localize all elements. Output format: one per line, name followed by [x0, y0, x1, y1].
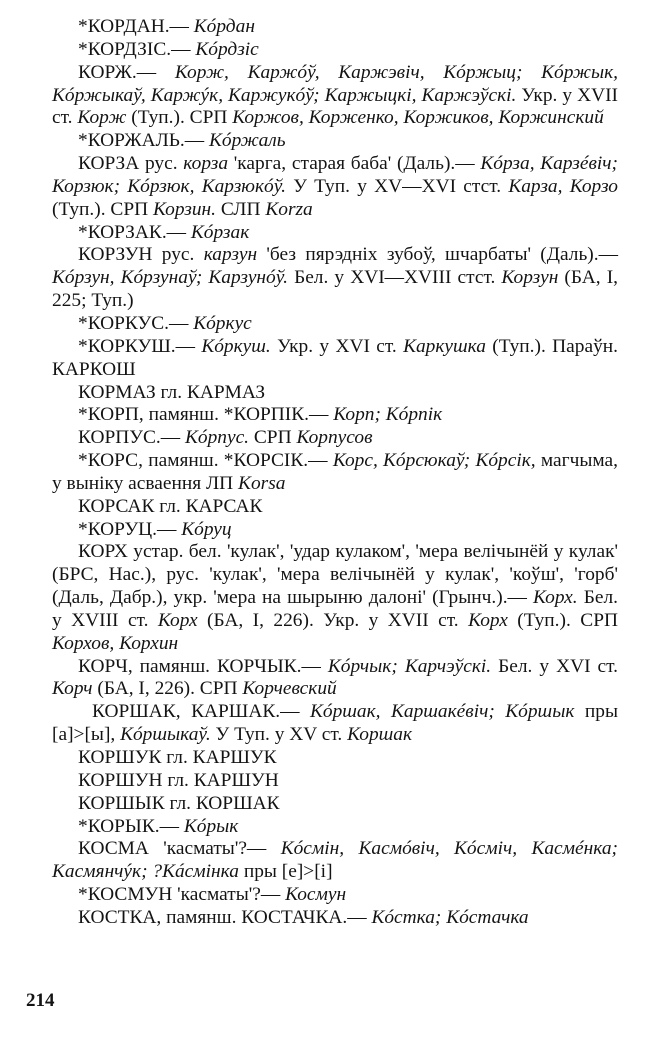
entry-italic-run: корза [183, 153, 229, 175]
entry-italic-run: Карза, Корзо [508, 175, 618, 197]
entry-text-run: (БА, I, 226). СРП [92, 678, 243, 700]
entry-italic-run: Корж, Каржóў, Каржэвіч, Кóржыц; Кóржык, Кóржыкаў, Каржýк, Каржукóў; Каржыцкі, Каржэўскі. [52, 61, 619, 106]
entry-italic-run: карзун [203, 244, 258, 266]
entry-korshyk [52, 793, 618, 816]
entry-korzun [52, 244, 618, 313]
entry-korkh [52, 541, 618, 655]
entry-text-run: КОРШУК гл. КАРШУК [78, 747, 277, 768]
entry-italic-run: Каркушка [403, 335, 486, 357]
entry-italic-run: Кóрчык; Карчэўскі. [327, 655, 492, 677]
entry-text-run: Бел. у XVIII ст. [52, 587, 618, 631]
entry-kors [52, 450, 618, 496]
entry-korch [52, 656, 618, 702]
entry-text-run: *КОРДЗІС.— [78, 38, 196, 60]
entry-kostka [52, 907, 618, 930]
entry-korza [52, 153, 618, 222]
entry-italic-run: Korza [265, 198, 313, 220]
entry-text-run: (Туп.). СРП [126, 107, 233, 129]
entry-text-run: Укр. у XVI ст. [270, 335, 404, 357]
entry-text-run: КОРШАК, КАРШАК.— [92, 701, 311, 723]
entry-text-run: У Туп. у XV—XVI стст. [285, 175, 509, 197]
entry-text-run: 'карга, старая баба' (Даль).— [228, 153, 481, 175]
entry-text-run: (Туп.). Параўн. КАРКОШ [52, 335, 618, 380]
entry-italic-run: Кóрзун, Кóрзунаў; Карзунóў. [52, 267, 288, 289]
entry-text-run: (БА, I, 225; Туп.) [52, 267, 619, 312]
entry-italic-run: Кóрдан [193, 16, 255, 37]
entry-italic-run: Кóруц [181, 518, 232, 540]
entry-italic-run: Кóрпус. [185, 427, 250, 449]
entry-text-run: СЛП [216, 198, 266, 220]
entry-koryk [52, 816, 618, 839]
entry-text-run: *КОРУЦ.— [78, 518, 182, 540]
entry-text-run: *КОРДАН.— [78, 16, 194, 37]
entry-korkus [52, 313, 618, 336]
entry-text-run: *КОРЗАК.— [78, 221, 191, 243]
entry-korshun [52, 770, 618, 793]
entry-text-run: СРП [249, 427, 297, 449]
entry-text-run: КОСТКА, памянш. КОСТАЧКА.— [78, 906, 372, 928]
entry-korshuk [52, 747, 618, 770]
entry-text-run: Бел. у XVI ст. [491, 655, 618, 677]
entry-italic-run: Корп; Кóрпік [333, 404, 443, 426]
page-number: 214 [26, 990, 55, 1011]
entry-korzhal [52, 130, 618, 153]
entry-italic-run: Корс, Кóрсюкаў; Кóрсік, [332, 450, 536, 472]
entry-text-run: КОРШЫК гл. КОРШАК [78, 792, 280, 814]
entry-italic-run: Кóрык [183, 815, 239, 837]
entry-italic-run: Кóстка; Кóстачка [371, 906, 529, 928]
entry-text-run: (Туп.). СРП [507, 609, 618, 631]
entry-text-run: *КОРКУШ.— [78, 335, 202, 357]
entry-italic-run: Корзун [501, 267, 559, 289]
entry-italic-run: Кóркус [193, 312, 252, 334]
entry-text-run: КОСМА 'касматы'?— [78, 838, 281, 860]
entry-text-run: КОРСАК гл. КАРСАК [78, 495, 263, 517]
entry-italic-run: Коршак [347, 724, 413, 746]
entry-text-run: У Туп. у XV ст. [210, 724, 348, 746]
entry-text-run: КОРМАЗ гл. КАРМАЗ [78, 381, 266, 403]
entry-korsak [52, 496, 618, 519]
entry-italic-run: Коржов, Корженко, Коржиков, Коржинский [232, 107, 604, 129]
entry-text-run: пры [а]>[ы], [52, 701, 618, 746]
entry-italic-run: Кóршыкаў. [120, 724, 211, 746]
entry-text-run: КОРЖ.— [78, 61, 175, 83]
entry-text-run: КОРШУН гл. КАРШУН [78, 769, 279, 791]
entry-kosmun [52, 884, 618, 907]
entry-italic-run: Кóркуш. [201, 335, 271, 357]
entry-korshak [52, 701, 618, 747]
entry-text-run: *КОРС, памянш. *КОРСІК.— [78, 450, 333, 472]
entry-italic-run: Кóрза, Карзéвіч; Корзюк; Кóрзюк, Карзюкóў. [52, 153, 618, 197]
entry-text-run: *КОРЫК.— [78, 815, 184, 837]
entry-italic-run: Корпусов [296, 427, 373, 449]
entry-text-run: КОРЗУН рус. [78, 244, 204, 266]
entry-italic-run: Корзин. [152, 198, 216, 220]
entry-text-run: Укр. у XVII ст. [52, 84, 618, 129]
entry-italic-run: Korsa [238, 472, 286, 494]
entry-koruts [52, 519, 618, 542]
entry-text-run: пры [е]>[і] [238, 861, 333, 883]
entry-korp [52, 404, 618, 427]
entry-italic-run: Корхов, Корхин [52, 632, 179, 654]
entry-italic-run: Кóрзак [190, 221, 250, 243]
entry-text-run: (Туп.). СРП [52, 198, 153, 220]
entry-italic-run: Корх. [533, 587, 578, 609]
entry-text-run: КОРПУС.— [78, 427, 185, 449]
entry-korzh [52, 62, 618, 131]
entry-italic-run: Корж [77, 107, 127, 129]
entry-korpus [52, 427, 618, 450]
entry-text-run: КОРХ устар. бел. 'кулак', 'удар кулаком', 'мера велічынёй у кулак' (БРС, Нас.), рус. 'кулак', 'мера велічынёй у кулак', 'коўш', 'горб' (Даль, Дабр.), укр. 'мера на шырыню далоні' (Грынч.).— [52, 541, 618, 609]
entry-italic-run: Корх [468, 609, 508, 631]
dictionary-page [52, 16, 618, 930]
entry-kosma [52, 838, 618, 884]
entry-korzak [52, 222, 618, 245]
entry-korkush [52, 336, 618, 382]
entry-text-run: 'без пярэдніх зубоў, шчарбаты' (Даль).— [257, 244, 618, 266]
entry-text-run: *КОРЖАЛЬ.— [78, 130, 209, 152]
entry-text-run: (БА, I, 226). Укр. у XVII ст. [197, 609, 469, 631]
entry-text-run: магчыма, у выніку асваення ЛП [52, 450, 618, 494]
entry-italic-run: Кóсмін, Касмóвіч, Кóсміч, Касмéнка; Касмянчýк; ?Кáсмінка [52, 838, 618, 883]
entry-text-run: *КОРКУС.— [78, 312, 194, 334]
entry-italic-run: Корч [52, 678, 93, 700]
entry-kordan [52, 16, 618, 39]
entry-italic-run: Космун [285, 884, 347, 906]
entry-text-run: *КОРП, памянш. *КОРПІК.— [78, 404, 334, 426]
entry-italic-run: Кóршак, Каршакéвіч; Кóршык [310, 701, 575, 723]
entry-kormaz [52, 382, 618, 405]
entry-italic-run: Корх [157, 609, 198, 631]
entry-text-run: *КОСМУН 'касматы'?— [78, 884, 286, 906]
entry-text-run: Бел. у XVI—XVIII стст. [287, 267, 502, 289]
entry-italic-run: Корчевский [242, 678, 337, 700]
entry-kordzis [52, 39, 618, 62]
entry-italic-run: Кóржаль [209, 130, 286, 152]
entry-text-run: КОРЧ, памянш. КОРЧЫК.— [78, 655, 328, 677]
entry-text-run: КОРЗА рус. [78, 153, 184, 175]
entry-italic-run: Кóрдзіс [195, 38, 259, 60]
